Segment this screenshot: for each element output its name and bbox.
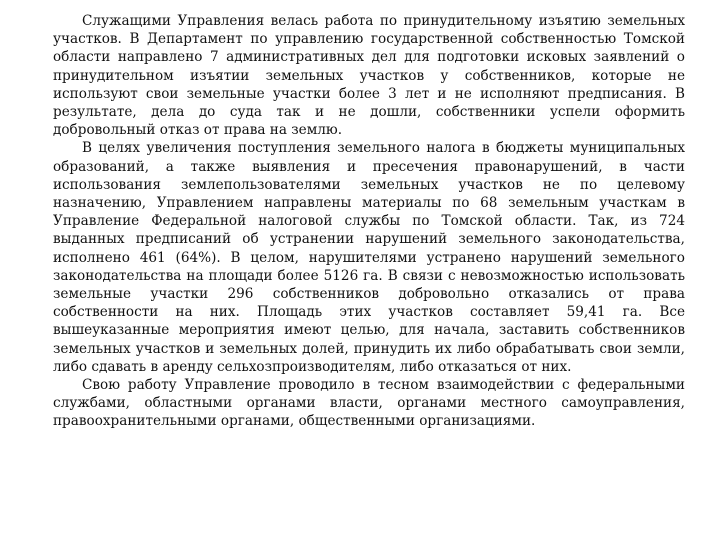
paragraph-land-tax: В целях увеличения поступления земельного налога в бюджеты муниципальных образований, а также выявления и пресечения правонарушений, в части использования землепользователями земельных участков не по целевому назначению, Управлением направлены материалы по 68 земельным участкам в Управление Федеральной налоговой службы по Томской области. Так, из 724 выданных предписаний об устранении нарушений земельного законодательства, исполнено 461 (64%). В целом, нарушителями устранено нарушений земельного законодательства на площади более 5126 га. В связи с невозможностью использовать земельные участки 296 собственников добровольно отказались от права собственности на них. Площадь этих участков составляет 59,41 га. Все вышеуказанные мероприятия имеют целью, для начала, заставить собственников земельных участков и земельных долей, принудить их либо обрабатывать свои земли, либо сдавать в аренду сельхозпроизводителям, либо отказаться от них. — [53, 140, 685, 375]
paragraph-cooperation: Свою работу Управление проводило в тесном взаимодействии с федеральными службами, областными органами власти, органами местного самоуправления, правоохранительными органами, общественными организациями. — [53, 377, 685, 430]
document-body — [53, 12, 685, 431]
paragraph-seizure: Служащими Управления велась работа по принудительному изъятию земельных участков. В Департамент по управлению государственной собственностью Томской области направлено 7 административных дел для подготовки исковых заявлений о принудительном изъятии земельных участков у собственников, которые не используют свои земельные участки более 3 лет и не исполняют предписания. В результате, дела до суда так и не дошли, собственники успели оформить добровольный отказ от права на землю. — [53, 13, 685, 139]
